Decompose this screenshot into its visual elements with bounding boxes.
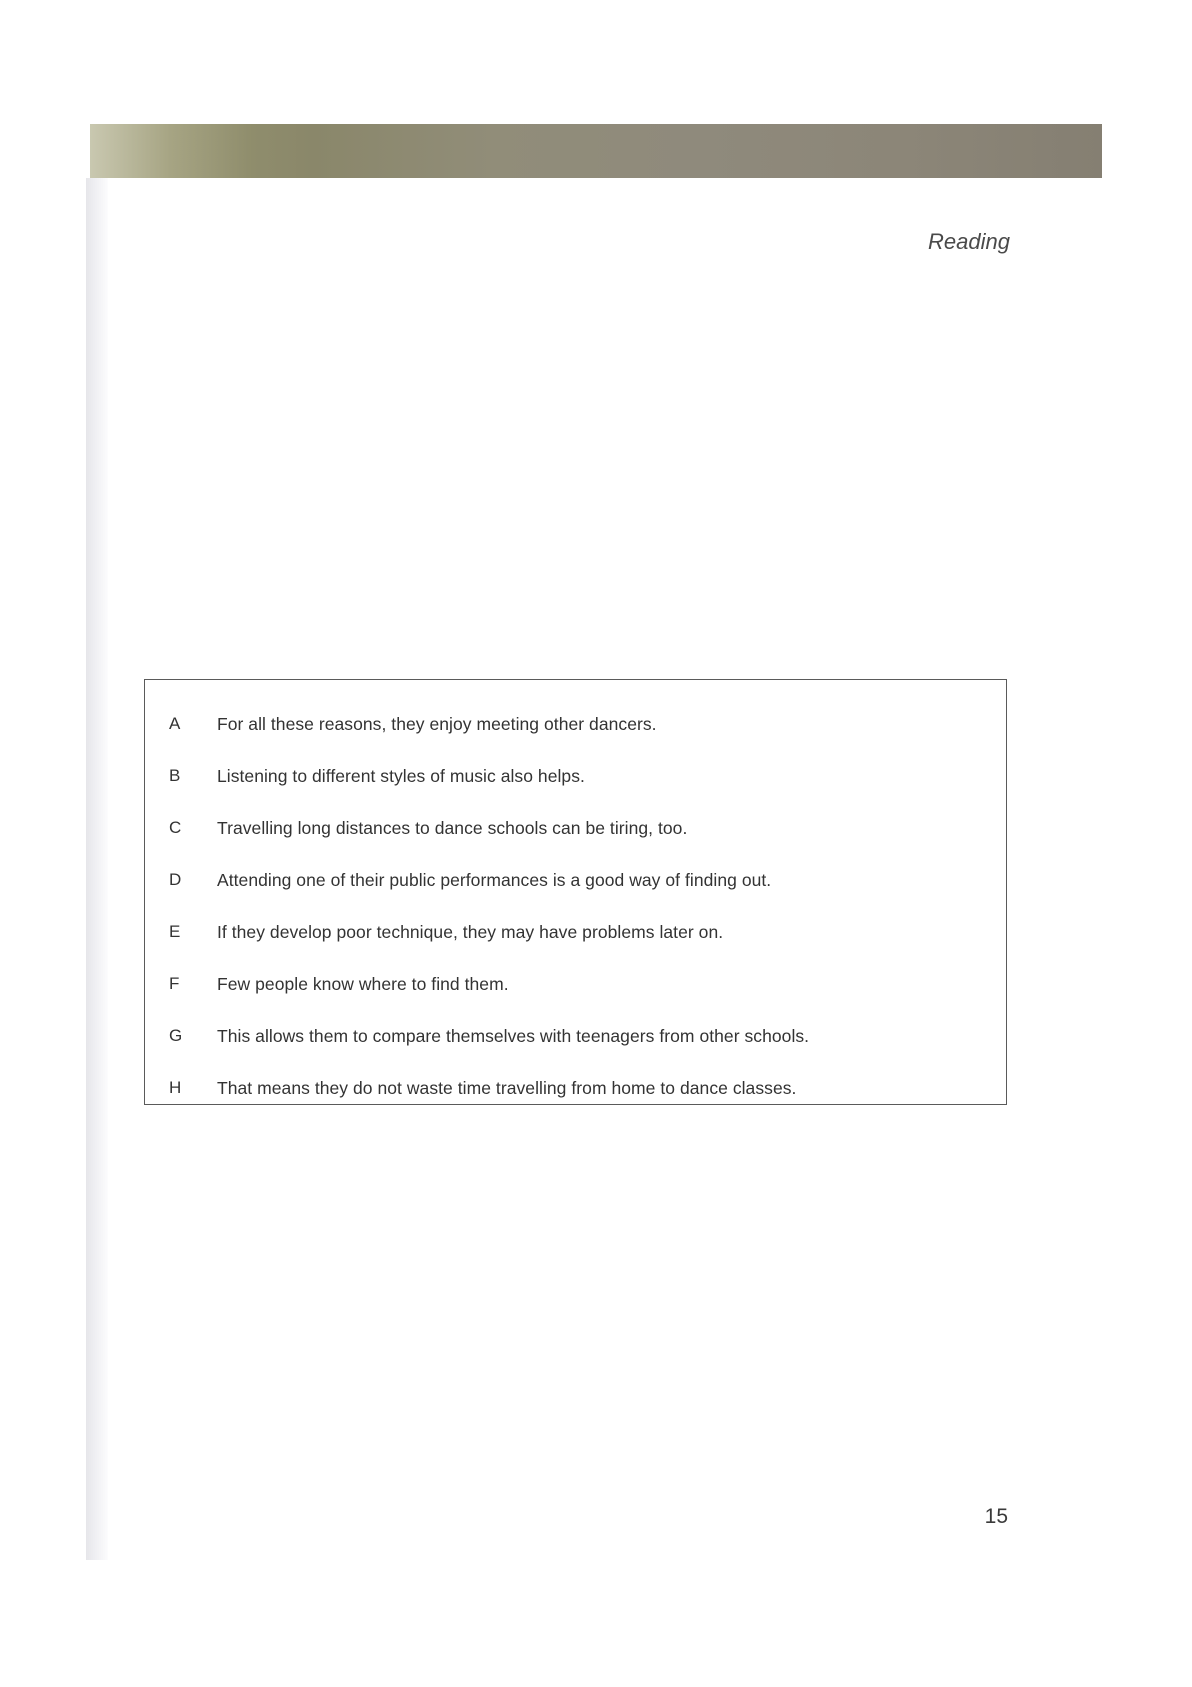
options-box xyxy=(144,679,1007,1105)
option-letter: G xyxy=(169,1026,183,1045)
option-list xyxy=(145,698,1006,1114)
option-letter: B xyxy=(169,766,181,785)
option-letter: H xyxy=(169,1078,182,1097)
option-text: This allows them to compare themselves with teenagers from other schools. xyxy=(217,1025,810,1046)
option-text: Few people know where to find them. xyxy=(217,973,509,994)
option-item-e xyxy=(145,906,1006,958)
option-item-b xyxy=(145,750,1006,802)
header-band xyxy=(90,124,1102,178)
option-item-h xyxy=(145,1062,1006,1114)
option-letter: E xyxy=(169,922,181,941)
option-letter: A xyxy=(169,714,181,733)
option-text: Attending one of their public performances is a good way of finding out. xyxy=(217,869,772,890)
option-item-d xyxy=(145,854,1006,906)
option-letter: F xyxy=(169,974,180,993)
option-text: If they develop poor technique, they may have problems later on. xyxy=(217,921,724,942)
option-text: For all these reasons, they enjoy meeting other dancers. xyxy=(217,713,657,734)
option-item-f xyxy=(145,958,1006,1010)
section-label: Reading xyxy=(928,229,1010,254)
option-item-a xyxy=(145,698,1006,750)
option-item-g xyxy=(145,1010,1006,1062)
option-item-c xyxy=(145,802,1006,854)
option-text: Listening to different styles of music also helps. xyxy=(217,765,585,786)
option-text: Travelling long distances to dance schools can be tiring, too. xyxy=(217,817,688,838)
page-number: 15 xyxy=(984,1505,1008,1528)
option-text: That means they do not waste time travelling from home to dance classes. xyxy=(217,1077,797,1098)
option-letter: D xyxy=(169,870,182,889)
option-letter: C xyxy=(169,818,182,837)
page-edge-shadow xyxy=(86,178,108,1560)
